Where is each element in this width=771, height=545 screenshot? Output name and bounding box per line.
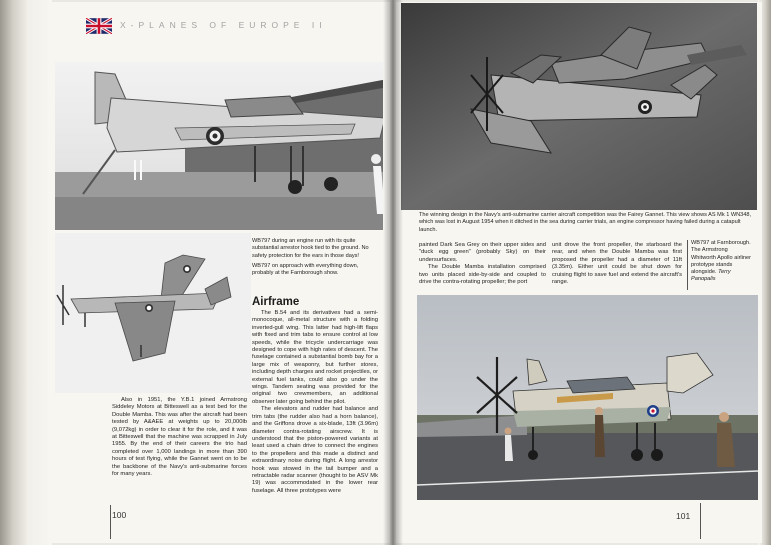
intro-paragraph: Also in 1951, the Y.B.1 joined Armstrong Siddeley Motors at Bitteswell as a test bed for the Double Mamba. This was after the aircraft had been tested by A&AEE at weights up to 20,000lb (9,072kg) in order to clear it for the role, and it was at Bitteswell that the machine was scrapped in July 1955. By the end of their careers the trio had completed over 1,000 landings in more than 390 hours of test flying, while the Gannet went on to be the backbone of the Navy's anti-submarine forces for many years. — [112, 397, 247, 478]
airframe-paragraph-2: The elevators and rudder had balance and trim tabs (the rudder also had a horn balance), and the Griffons drove a six-blade, 13ft (3.96m) diameter contra-rotating airscrew. It is understood that the piston-powered variants at least used a chain drive to connect the engines to the propellers and this made a distinct and extraordinary noise during flight. A long arrestor hook was stowed in the tail bumper and a retractable radar scanner (thought to be ASV Mk 19) was accommodated in the lower rear fuselage. All three prototypes were — [252, 406, 378, 494]
caption-gannet: The winning design in the Navy's anti-submarine carrier aircraft competition was the Fairey Gannet. This view shows AS Mk 1 WN348, which was lost in August 1954 when it ditched in the sea during carrier trials, an engine compressor having failed during a catapult launch. — [419, 212, 752, 233]
running-header: X-PLANES OF EUROPE II — [120, 20, 327, 30]
union-flag-icon — [86, 18, 112, 34]
footer-rule-right — [700, 503, 701, 539]
photo-credit: Terry Panopalis — [691, 269, 731, 283]
book-gutter — [383, 0, 403, 545]
page-number-left: 100 — [112, 510, 127, 520]
caption-engine-run: WB797 during an engine run with its quite substantial arrestor hook tied to the ground. No safety protection for the ears in those days! — [252, 238, 369, 259]
right-column-1 — [419, 242, 546, 286]
caption-on-approach: WB797 on approach with everything down, probably at the Farnborough show. — [252, 263, 359, 277]
side-caption-rule — [687, 240, 688, 290]
page-header — [86, 18, 376, 36]
footer-rule — [110, 505, 111, 539]
side-caption — [691, 240, 753, 284]
photo-on-approach — [55, 233, 251, 393]
right-col2-paragraph: unit drove the front propeller, the starboard the rear, and when the Double Mamba was first proposed the propeller had a diameter of 11ft (3.35m). Either unit could be shut down for cruising flight to save fuel and extend the aircraft's range. — [552, 242, 682, 286]
photo-engine-run — [55, 62, 383, 230]
right-column-2 — [552, 242, 682, 286]
photo-gannet-in-flight — [401, 3, 757, 210]
photo-farnborough — [417, 295, 758, 500]
side-caption-text: WB797 at Farnborough. The Armstrong Whitworth Apollo airliner prototype stands alongside. — [691, 240, 752, 276]
right-col1-paragraph-1: painted Dark Sea Grey on their upper sides and "duck egg green" (probably Sky) on their undersurfaces. — [419, 242, 546, 263]
section-heading: Airframe — [252, 296, 300, 308]
airframe-body — [252, 310, 378, 495]
right-col1-paragraph-2: The Double Mamba installation comprised two units placed side-by-side and coupled to drive the contra-rotating propeller; the port — [419, 264, 546, 286]
left-page-edges — [0, 0, 52, 545]
airframe-paragraph-1: The B.54 and its derivatives had a semi-monocoque, all-metal structure with a folding inverted-gull wing. This latter had high-lift flaps with fixed and trim tabs to ensure control at low speeds, while the tricycle undercarriage was designed to cope with high rates of descent. The fuselage contained a substantial bomb bay for a large mix of weaponry, but further stores, including depth charges and rocket projectiles, or external fuel tanks, could also go under the wings. Tandem seating was provided for the original two crewmembers, an additional observer later going behind the pilot. — [252, 310, 378, 405]
intro-column — [112, 397, 247, 478]
page-number-right: 101 — [676, 511, 691, 521]
